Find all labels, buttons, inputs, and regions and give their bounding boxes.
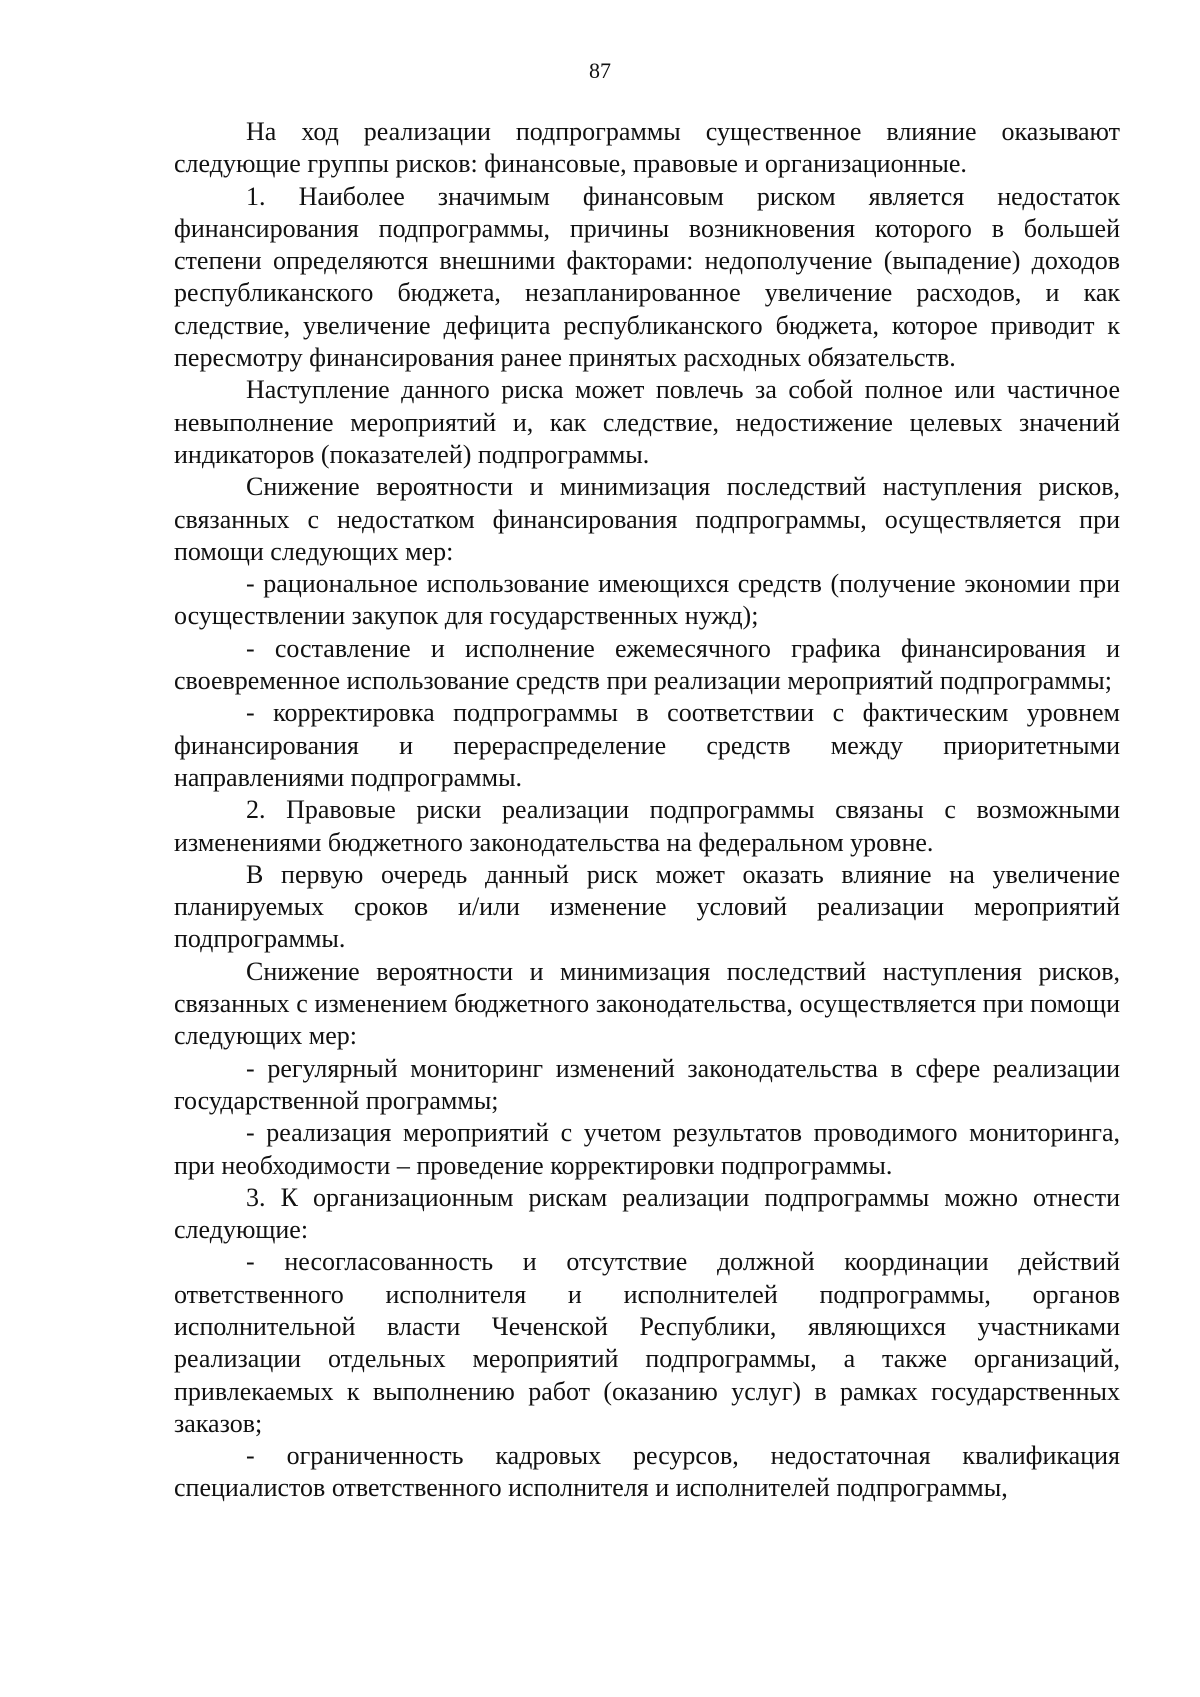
paragraph-legal-risks: 2. Правовые риски реализации подпрограммы связаны с возможными изменениями бюджетного законодательства на федеральном уровне. (174, 795, 1120, 857)
list-item-monitoring: - регулярный мониторинг изменений законодательства в сфере реализации государственной программы; (174, 1053, 1120, 1115)
paragraph-intro-risk-groups: На ход реализации подпрограммы существенное влияние оказывают следующие группы рисков: финансовые, правовые и организационные. (174, 117, 1120, 179)
paragraph-legal-risk-mitigation: Снижение вероятности и минимизация последствий наступления рисков, связанных с изменением бюджетного законодательства, осуществляется при помощи следующих мер: (174, 956, 1120, 1051)
document-body (174, 116, 1120, 1505)
list-item-adjustment: - корректировка подпрограммы в соответствии с фактическим уровнем финансирования и перераспределение средств между приоритетными направлениями подпрограммы. (174, 698, 1120, 792)
list-item-implementation: - реализация мероприятий с учетом результатов проводимого мониторинга, при необходимости – проведение корректировки подпрограммы. (174, 1118, 1120, 1180)
paragraph-legal-risk-impact: В первую очередь данный риск может оказать влияние на увеличение планируемых сроков и/или изменение условий реализации мероприятий подпрограммы. (174, 859, 1120, 954)
list-item-personnel: - ограниченность кадровых ресурсов, недостаточная квалификация специалистов ответственного исполнителя и исполнителей подпрограммы, (174, 1441, 1120, 1503)
list-item-rational-use: - рациональное использование имеющихся средств (получение экономии при осуществлении закупок для государственных нужд); (174, 569, 1120, 631)
list-item-coordination: - несогласованность и отсутствие должной координации действий ответственного исполнителя и исполнителей подпрограммы, органов исполнительной власти Чеченской Республики, являющихся участниками реализации отдельных мероприятий подпрограммы, а также организаций, привлекаемых к выполнению работ (оказанию услуг) в рамках государственных заказов; (174, 1247, 1120, 1438)
page-number: 87 (589, 58, 611, 83)
paragraph-financial-risk-mitigation: Снижение вероятности и минимизация последствий наступления рисков, связанных с недостатком финансирования подпрограммы, осуществляется при помощи следующих мер: (174, 472, 1120, 566)
list-item-monthly-schedule: - составление и исполнение ежемесячного графика финансирования и своевременное использование средств при реализации мероприятий подпрограммы; (174, 633, 1120, 696)
paragraph-financial-risk-consequences: Наступление данного риска может повлечь за собой полное или частичное невыполнение мероприятий и, как следствие, недостижение целевых значений индикаторов (показателей) подпрограммы. (174, 375, 1120, 469)
paragraph-organizational-risks: 3. К организационным рискам реализации подпрограммы можно отнести следующие: (174, 1182, 1120, 1245)
paragraph-financial-risk: 1. Наиболее значимым финансовым риском является недостаток финансирования подпрограммы, причины возникновения которого в большей степени определяются внешними факторами: недополучение (выпадение) доходов республиканского бюджета, незапланированное увеличение расходов, и как следствие, увеличение дефицита республиканского бюджета, которое приводит к пересмотру финансирования ранее принятых расходных обязательств. (174, 181, 1120, 373)
